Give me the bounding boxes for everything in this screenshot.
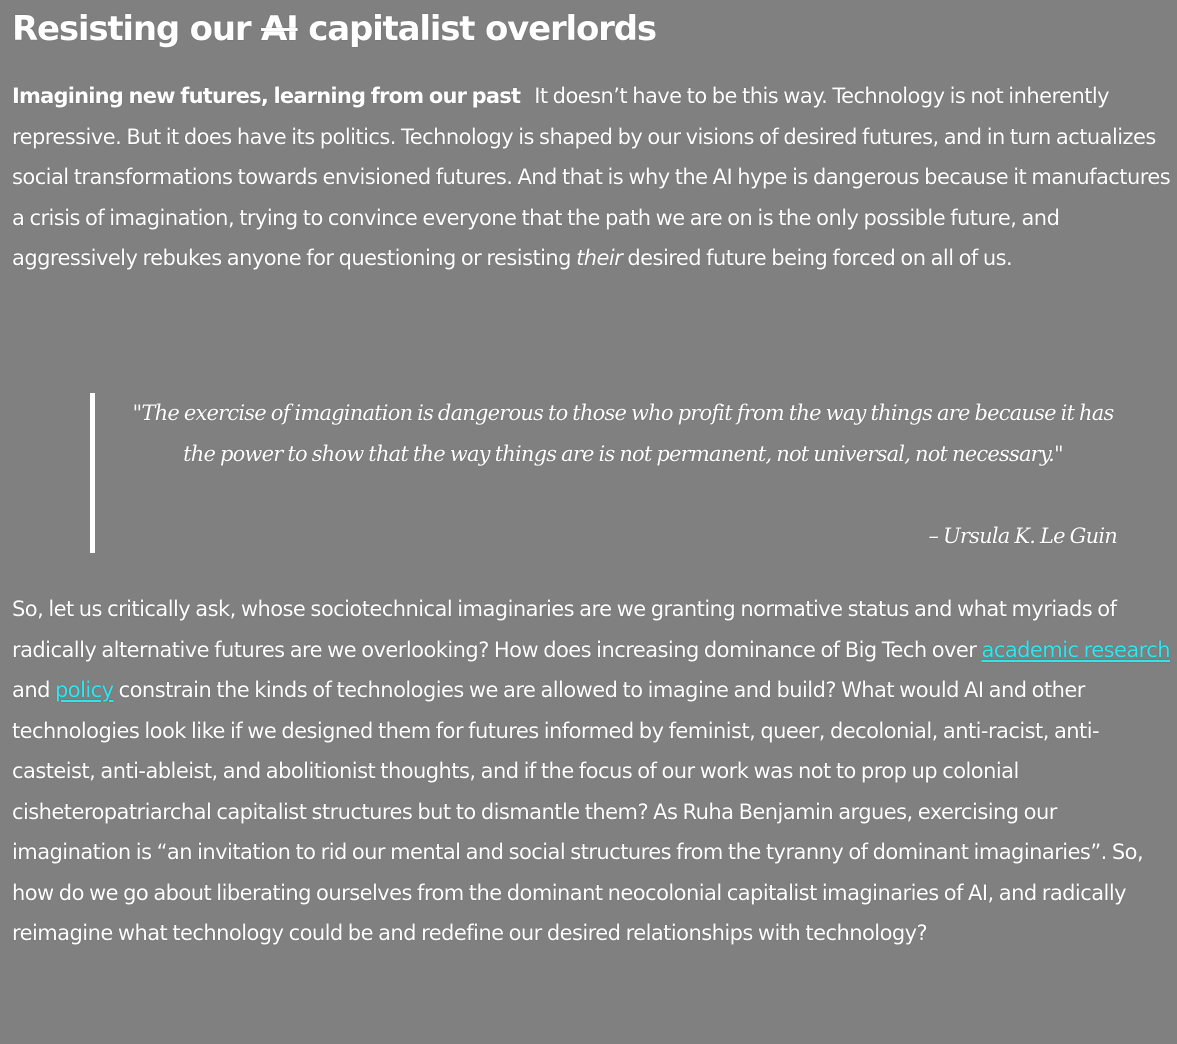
body-text-part1: So, let us critically ask, whose sociotechnical imaginaries are we granting normative status and what myriads of radically alternative futures are we overlooking? How does increasing dominance of Big Tech over [12,597,1117,662]
blockquote [90,393,1125,553]
intro-text-part2: desired future being forced on all of us. [622,246,1013,270]
quote-attribution: – Ursula K. Le Guin [928,524,1117,548]
body-text-part3: constrain the kinds of technologies we are allowed to imagine and build? What would AI and other technologies look like if we designed them for futures informed by feminist, queer, decolonial, anti-racist, anti-casteist, anti-ableist, and abolitionist thoughts, and if the focus of our work was not to prop up colonial cisheteropatriarchal capitalist structures but to dismantle them? As Ruha Benjamin argues, exercising our imagination is “an invitation to rid our mental and social structures from the tyranny of dominant imaginaries”. So, how do we go about liberating ourselves from the dominant neocolonial capitalist imaginaries of AI, and radically reimagine what technology could be and redefine our desired relationships with technology? [12,678,1144,945]
article-title [12,6,656,52]
intro-emphasis: their [576,246,623,270]
section-lead: Imagining new futures, learning from our past [12,84,521,108]
intro-text-part1: It doesn’t have to be this way. Technology is not inherently repressive. But it does have its politics. Technology is shaped by our visions of desired futures, and in turn actualizes social transformations towards envisioned futures. And that is why the AI hype is dangerous because it manufactures a crisis of imagination, trying to convince everyone that the path we are on is the only possible future, and aggressively rebukes anyone for questioning or resisting [12,84,1171,270]
body-paragraph [12,589,1172,954]
intro-paragraph [12,76,1172,279]
policy-link[interactable]: policy [54,678,114,702]
title-after: capitalist overlords [297,9,656,49]
quote-text: "The exercise of imagination is dangerous to those who profit from the way things are because it has the power to show that the way things are is not permanent, not universal, not necessary." [132,401,1114,466]
title-struck-word: AI [261,9,298,49]
title-before: Resisting our [12,9,262,49]
body-text-part2: and [12,678,55,702]
academic-research-link[interactable]: academic research [981,637,1171,662]
